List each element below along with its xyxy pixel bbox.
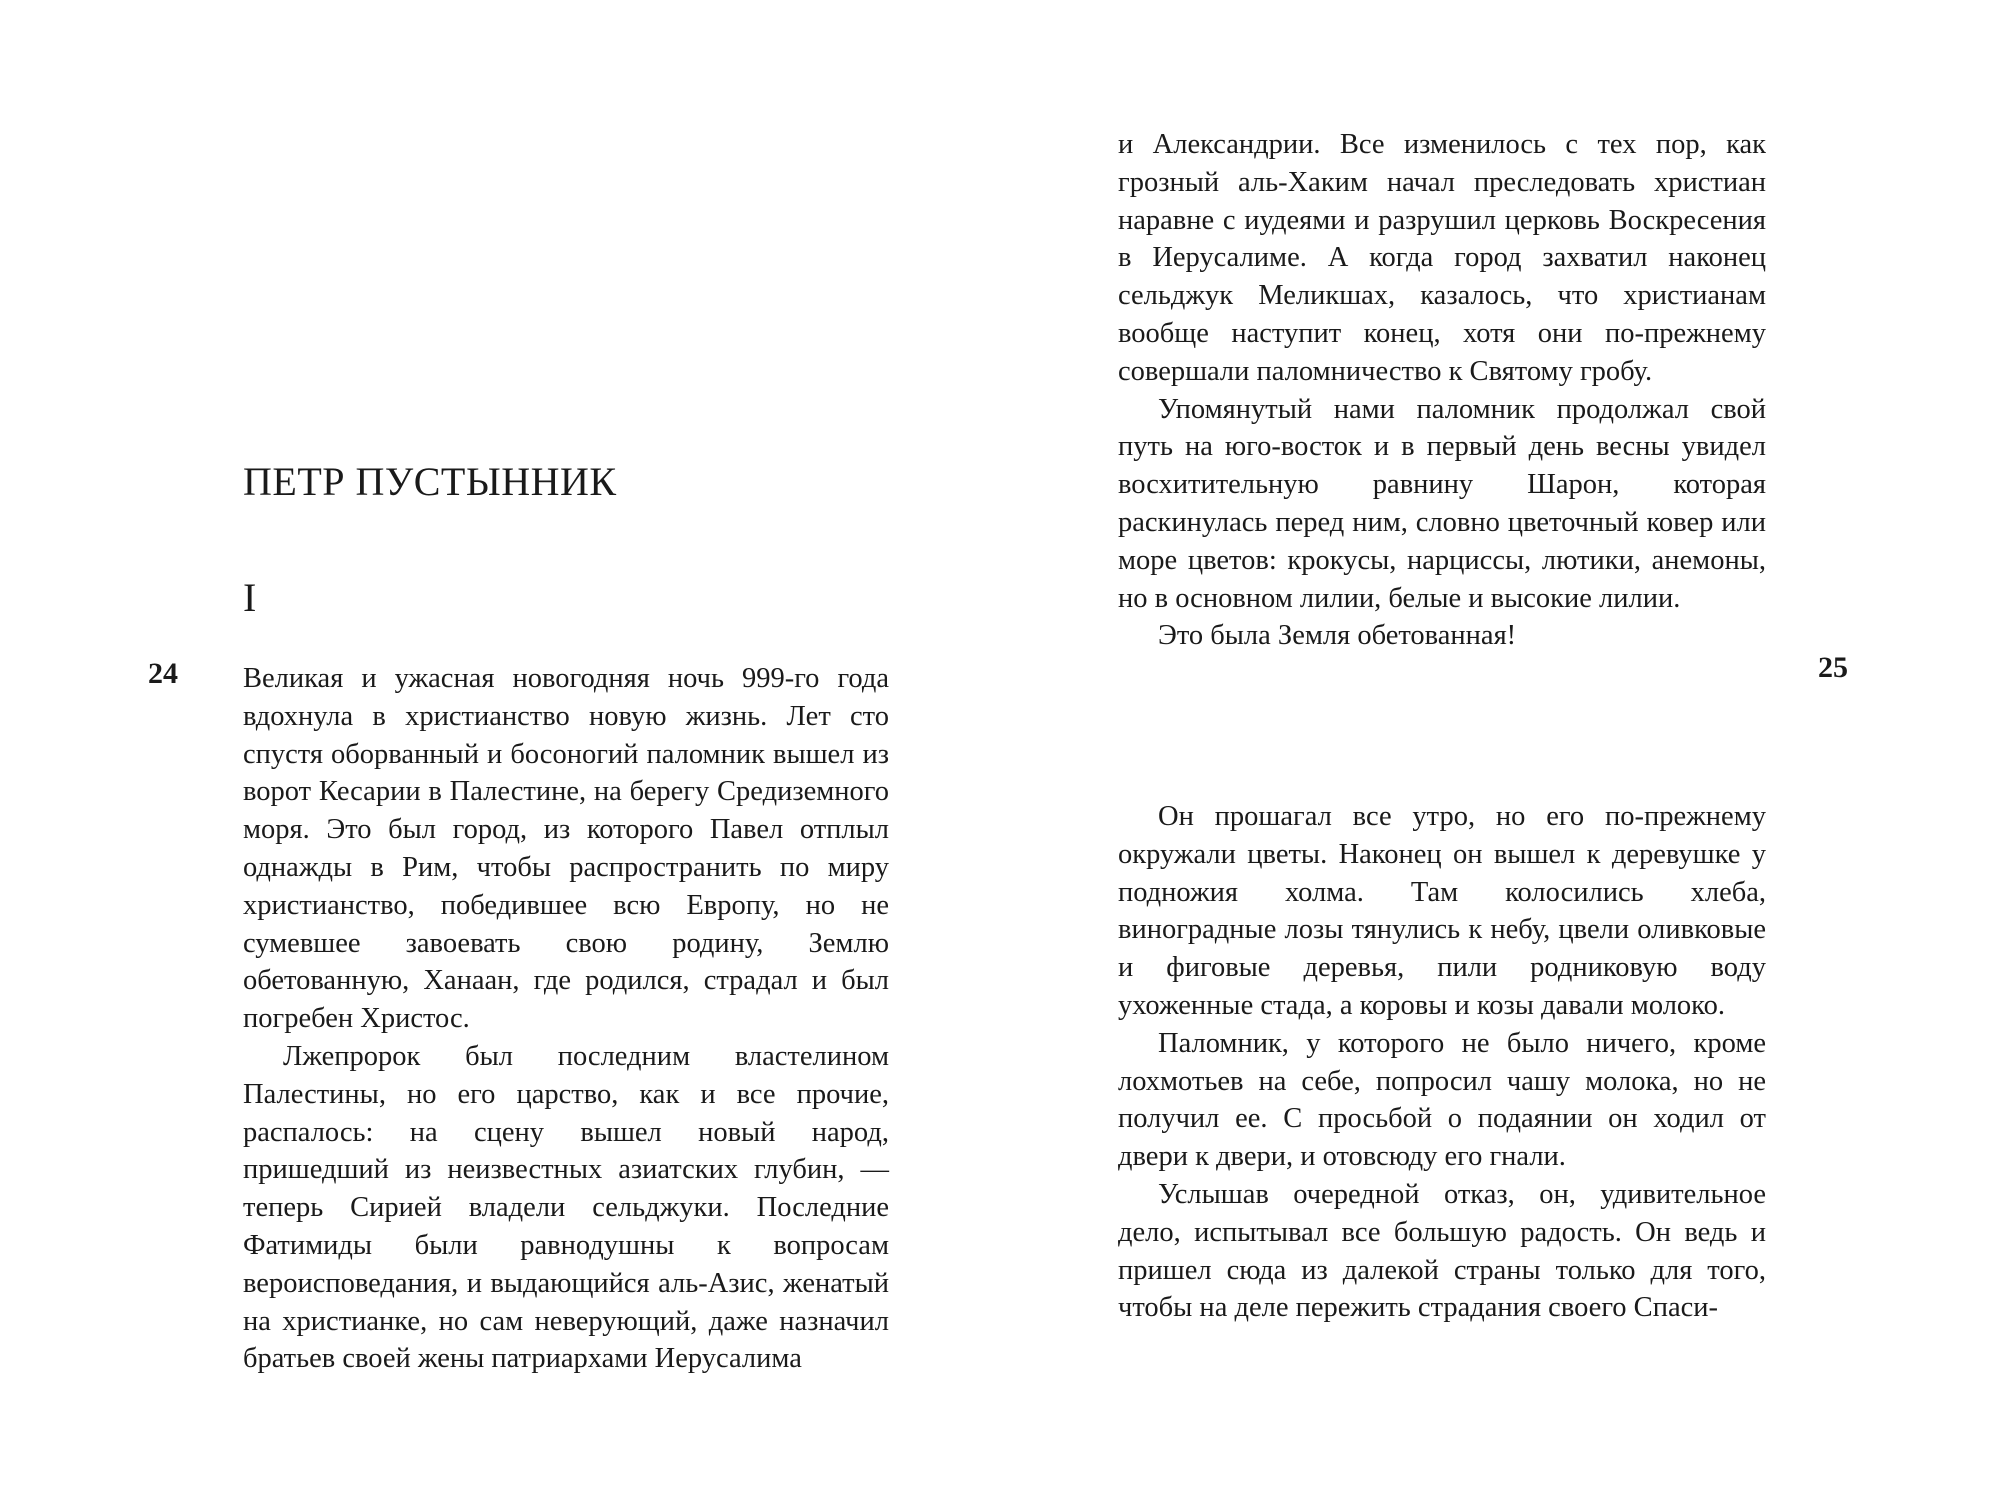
- paragraph: Лжепророк был последним властелином Палестины, но его царство, как и все прочие, распалось: на сцену вышел новый народ, пришедший из неизвестных азиатских глубин, — теперь Сирией владели сельджуки. Последние Фатимиды были равнодушны к вопросам вероисповедания, и выдающийся аль-Азис, женатый на христианке, но сам неверующий, даже назначил братьев своей жены патриархами Иерусалима: [243, 1040, 889, 1375]
- paragraph: и Александрии. Все изменилось с тех пор, как грозный аль-Хаким начал преследовать христиан наравне с иудеями и разрушил церковь Воскресения в Иерусалиме. А когда город захватил наконец сельджук Меликшах, казалось, что христианам вообще наступит конец, хотя они по-прежнему совершали паломничество к Святому гробу.: [1118, 129, 1766, 387]
- paragraph: Услышав очередной отказ, он, удивительное дело, испытывал все большую радость. Он ведь и пришел сюда из далекой страны только для того, чтобы на деле пережить страдания своего Спаси-: [1118, 1178, 1766, 1324]
- page-number-right: 25: [1818, 651, 1848, 684]
- paragraph: Это была Земля обетованная!: [1158, 620, 1517, 652]
- section-number: I: [243, 575, 257, 620]
- paragraph: Он прошагал все утро, но его по-прежнему окружали цветы. Наконец он вышел к деревушке у подножия холма. Там колосились хлеба, виноградные лозы тянулись к небу, цвели оливковые и фиговые деревья, пили родниковую воду ухоженные стада, а коровы и козы давали молоко.: [1118, 801, 1766, 1021]
- right-page-text-block-1: [1118, 126, 1766, 655]
- right-page-text-block-2: [1118, 798, 1766, 1327]
- right-page: [1000, 0, 2000, 1499]
- left-page-text: [243, 660, 889, 1378]
- paragraph: Упомянутый нами паломник продолжал свой путь на юго-восток и в первый день весны увидел восхитительную равнину Шарон, которая раскинулась перед ним, словно цветочный ковер или море цветов: крокусы, нарциссы, лютики, анемоны, но в основном лилии, белые и высокие лилии.: [1118, 393, 1766, 614]
- chapter-title: ПЕТР ПУСТЫННИК: [243, 459, 617, 504]
- paragraph: Паломник, у которого не было ничего, кроме лохмотьев на себе, попросил чашу молока, но не получил ее. С просьбой о подаянии он ходил от двери к двери, и отовсюду его гнали.: [1118, 1027, 1766, 1173]
- page-number-left: 24: [148, 657, 178, 690]
- paragraph: Великая и ужасная новогодняя ночь 999-го года вдохнула в христианство новую жизнь. Лет сто спустя оборванный и босоногий паломник вышел из ворот Кесарии в Палестине, на берегу Средиземного моря. Это был город, из которого Павел отплыл однажды в Рим, чтобы распространить по миру христианство, победившее всю Европу, но не сумевшее завоевать свою родину, Землю обетованную, Ханаан, где родился, страдал и был погребен Христос.: [243, 663, 889, 1035]
